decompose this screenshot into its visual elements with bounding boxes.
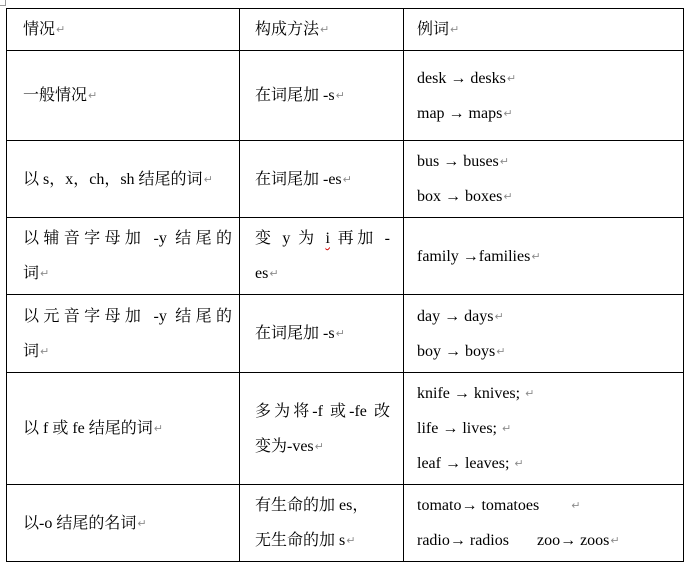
case-cell (7, 218, 240, 295)
example-line: tomato→ tomatoes ↵ (417, 488, 679, 523)
example-line: leaf → leaves; ↵ (417, 446, 679, 481)
table-row (7, 51, 684, 141)
case-cell (7, 51, 240, 141)
header-method (240, 9, 404, 51)
case-line: 以辅音字母加 -y 结尾的 (23, 230, 232, 247)
table-row (7, 373, 684, 485)
method-cell (240, 141, 404, 218)
method-line: 有生命的加 es， (255, 497, 369, 514)
method-cell (240, 218, 404, 295)
method-text: 变 y 为 (255, 230, 326, 247)
example-line: desk → desks ↵ (417, 61, 679, 96)
method-line: 在词尾加 -s ↵ (255, 316, 390, 351)
case-line: 以 f 或 fe 结尾的词 ↵ (23, 411, 232, 446)
example-line: box → boxes ↵ (417, 179, 679, 214)
example-line: family →families ↵ (417, 239, 679, 274)
table-row (7, 295, 684, 373)
method-cell (240, 373, 404, 485)
examples-cell (404, 485, 684, 562)
case-line: 词 ↵ (23, 256, 232, 291)
table-row (7, 141, 684, 218)
method-line: 变为-ves ↵ (255, 429, 390, 464)
case-line: 以-o 结尾的名词 ↵ (23, 506, 232, 541)
case-cell (7, 373, 240, 485)
example-line: bus → buses ↵ (417, 144, 679, 179)
case-line: 词 ↵ (23, 334, 232, 369)
examples-cell (404, 218, 684, 295)
examples-cell (404, 141, 684, 218)
method-cell (240, 51, 404, 141)
spelling-flagged-word: i (325, 230, 330, 247)
case-cell (7, 485, 240, 562)
method-line: 无生命的加 s ↵ (255, 523, 390, 558)
crop-mark (0, 0, 6, 6)
method-cell (240, 485, 404, 562)
method-line: 在词尾加 -s ↵ (255, 78, 390, 113)
header-label: 例词 ↵ (417, 12, 679, 47)
case-line: 以元音字母加 -y 结尾的 (23, 307, 232, 325)
example-line: life → lives; ↵ (417, 411, 679, 446)
plural-rules-table (6, 8, 684, 562)
method-line: es ↵ (255, 256, 390, 291)
header-label: 情况 ↵ (23, 12, 232, 47)
examples-cell (404, 295, 684, 373)
header-case (7, 9, 240, 51)
example-line: map → maps ↵ (417, 96, 679, 131)
method-line (255, 221, 390, 256)
examples-cell (404, 373, 684, 485)
method-line: 在词尾加 -es ↵ (255, 162, 390, 197)
case-cell (7, 295, 240, 373)
table-row (7, 218, 684, 295)
header-label: 构成方法 ↵ (255, 12, 390, 47)
header-row (7, 9, 684, 51)
case-line: 一般情况 ↵ (23, 78, 232, 113)
example-line: radio→ radios zoo→ zoos ↵ (417, 523, 679, 558)
examples-cell (404, 51, 684, 141)
method-line: 多为将-f 或-fe 改 (255, 402, 390, 420)
method-text: 再加 - (329, 230, 390, 247)
example-line: boy → boys ↵ (417, 334, 679, 369)
example-line: day → days ↵ (417, 299, 679, 334)
case-cell (7, 141, 240, 218)
table-row (7, 485, 684, 562)
method-cell (240, 295, 404, 373)
example-line: knife → knives; ↵ (417, 376, 679, 411)
case-line: 以 s，x，ch，sh 结尾的词 ↵ (23, 162, 232, 197)
header-examples (404, 9, 684, 51)
